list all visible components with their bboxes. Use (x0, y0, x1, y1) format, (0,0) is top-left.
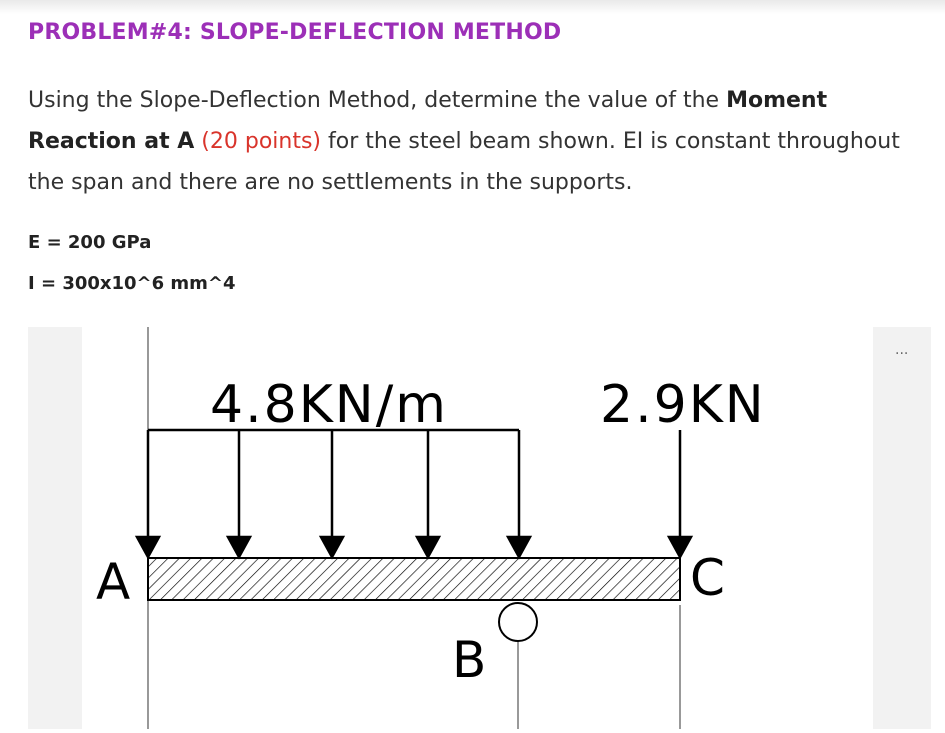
points-label: (20 points) (201, 129, 322, 154)
distributed-load-arrows (137, 430, 530, 557)
statement-text-1: Using the Slope-Deflection Method, determine the value of the (28, 88, 727, 113)
image-panel-right (873, 327, 931, 729)
distributed-load-label: 4.8KN/m (210, 375, 448, 435)
point-load-arrow (669, 430, 691, 557)
beam-diagram (82, 327, 873, 729)
statement-bold: Moment Reaction at A (28, 88, 828, 154)
statement-text-2: for the steel beam shown. EI is constant throughout the span and there are no settlements in the supports. (28, 129, 900, 195)
beam (148, 558, 680, 600)
beam-figure (82, 327, 873, 729)
point-load-label: 2.9KN (600, 375, 766, 435)
problem-title: PROBLEM#4: SLOPE-DEFLECTION METHOD (28, 20, 562, 45)
image-panel-left (28, 327, 82, 729)
more-options-icon[interactable]: ... (895, 342, 909, 358)
label-a: A (96, 553, 131, 611)
inertia-value: I = 300x10^6 mm^4 (28, 273, 236, 294)
label-b: B (452, 631, 487, 689)
top-shadow (0, 0, 945, 14)
problem-statement (28, 80, 908, 203)
modulus-value: E = 200 GPa (28, 232, 152, 253)
roller-support-b (499, 603, 537, 641)
label-c: C (690, 549, 725, 607)
